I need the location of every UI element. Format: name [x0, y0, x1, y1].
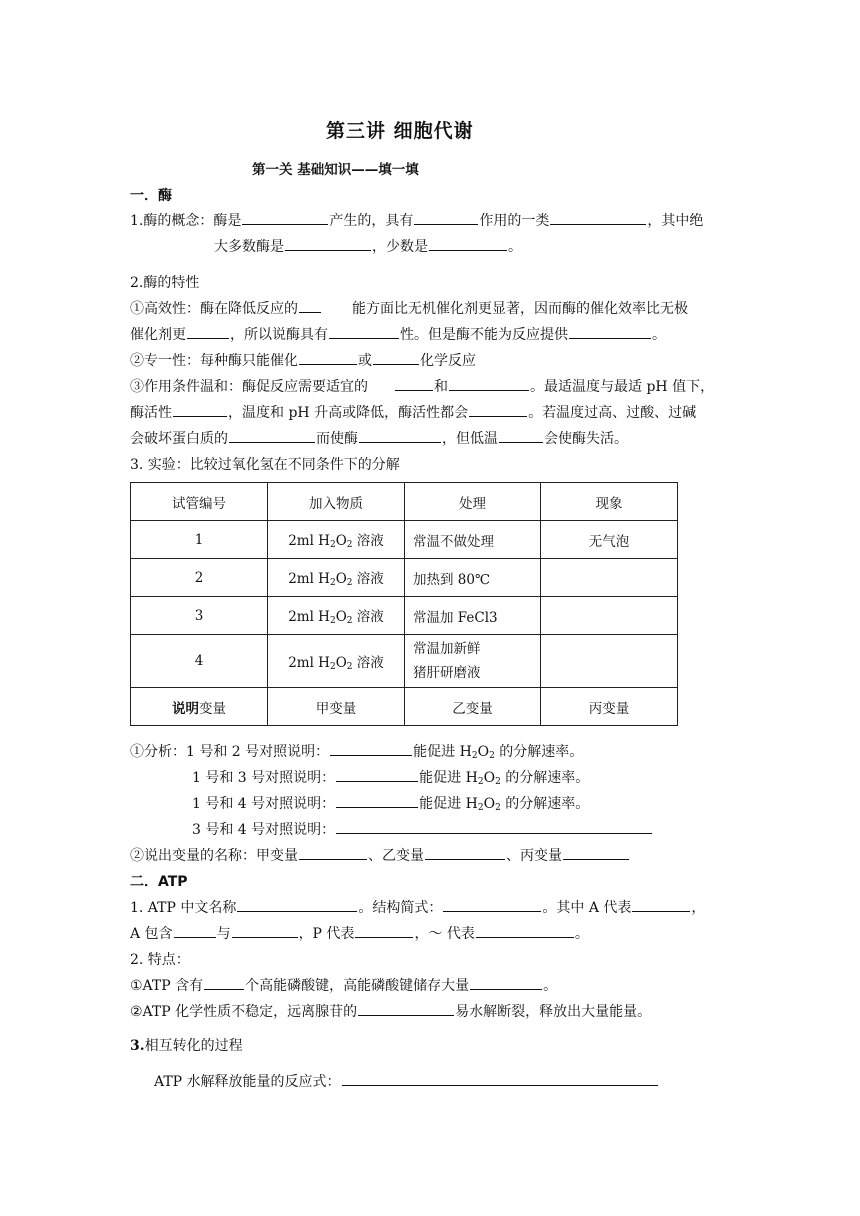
text: 催化剂更 [130, 327, 186, 343]
text: O [483, 770, 496, 786]
text: 2 [346, 661, 353, 672]
analysis-line-1 [130, 741, 583, 761]
text: 2 [495, 777, 501, 787]
blank[interactable] [425, 845, 505, 860]
text: 。 [508, 239, 522, 255]
text: 的分解速率。 [505, 796, 590, 812]
hydrolysis-equation-line [154, 1071, 659, 1091]
efficiency-line-1 [130, 298, 688, 318]
text: 2 [346, 616, 353, 626]
text: O [335, 533, 347, 549]
blank[interactable] [299, 845, 367, 860]
table-header: 现象 [541, 483, 678, 521]
conditions-line-3 [130, 428, 628, 448]
blank[interactable] [299, 298, 321, 313]
blank[interactable] [470, 975, 542, 990]
text: ，其中绝 [647, 213, 704, 229]
text: 酶活性 [130, 405, 172, 421]
text: ，～ 代表 [414, 926, 475, 942]
text: O [335, 609, 347, 625]
observation-cell[interactable] [541, 635, 678, 688]
text: ①高效性：酶在降低反应的 [130, 301, 298, 317]
analysis-line-3 [192, 793, 589, 813]
blank[interactable] [632, 897, 690, 912]
substance-cell [268, 559, 405, 597]
blank[interactable] [330, 741, 412, 756]
text: 作用的一类 [479, 213, 550, 229]
blank[interactable] [443, 897, 541, 912]
atp-features-heading: 2. 特点： [130, 952, 190, 968]
text: 。 [574, 926, 589, 942]
section-heading-enzyme: 一．酶 [130, 188, 172, 204]
text: 产生的，具有 [329, 213, 414, 229]
blank[interactable] [242, 210, 328, 225]
substance-cell [268, 635, 405, 688]
text: 而使酶 [316, 431, 358, 447]
text: 、乙变量 [368, 848, 424, 864]
blank[interactable] [569, 324, 651, 339]
text: 能方面比无机催化剂更显著，因而酶的催化效率比无极 [352, 301, 688, 317]
blank[interactable] [358, 1001, 454, 1016]
text: 会破坏蛋白质的 [130, 431, 228, 447]
text: 与 [216, 926, 231, 942]
text: ，温度和 pH 升高或降低，酶活性都会 [228, 405, 469, 421]
text: 常温加新鲜 [413, 641, 481, 657]
variable-name: 丙变量 [541, 688, 678, 726]
text: ①分析：1 号和 2 号对照说明： [130, 744, 330, 760]
conditions-line-2 [130, 402, 696, 422]
table-header: 试管编号 [131, 483, 268, 521]
treatment-cell: 加热到 80℃ [405, 559, 541, 597]
blank[interactable] [204, 975, 244, 990]
text: O [335, 654, 347, 671]
text: O [483, 796, 496, 812]
blank[interactable] [550, 210, 646, 225]
text: 。结构简式： [358, 900, 443, 916]
table-header: 加入物质 [268, 483, 405, 521]
text: 能促进 H [419, 770, 478, 786]
tube-number: 3 [131, 597, 268, 635]
blank[interactable] [563, 845, 629, 860]
blank[interactable] [449, 376, 529, 391]
text: 和 [434, 379, 448, 395]
atp-line-2 [130, 923, 589, 943]
blank[interactable] [229, 428, 315, 443]
text: ATP 水解释放能量的反应式： [154, 1074, 341, 1090]
blank[interactable] [359, 428, 441, 443]
blank[interactable] [395, 376, 433, 391]
text: 溶液 [352, 609, 384, 625]
text: 相互转化的过程 [144, 1038, 243, 1054]
text: 说明 [172, 700, 199, 717]
text: 的分解速率。 [499, 744, 584, 760]
text: 。其中 A 代表 [542, 900, 632, 916]
text: 2 [329, 661, 336, 672]
text: ①ATP 含有 [130, 978, 204, 994]
text: 易水解断裂，释放出大量能量。 [455, 1004, 652, 1020]
blank[interactable] [299, 350, 357, 365]
table-row [131, 559, 678, 597]
atp-feature-2 [130, 1001, 651, 1021]
blank[interactable] [429, 236, 507, 251]
text: 2 [477, 803, 484, 813]
text: 变量 [199, 700, 226, 717]
specificity-line [130, 350, 476, 370]
section-subtitle: 第一关 基础知识——填一填 [252, 162, 419, 178]
blank[interactable] [336, 767, 418, 782]
text: 2 [477, 777, 484, 787]
text: 能促进 H [419, 796, 478, 812]
table-row [131, 521, 678, 559]
text: 、丙变量 [506, 848, 562, 864]
atp-feature-1 [130, 975, 557, 995]
text: 1. ATP 中文名称 [130, 900, 237, 916]
text: 。 [543, 978, 558, 994]
observation-cell[interactable] [541, 597, 678, 635]
text: ③作用条件温和：酶促反应需要适宜的 [130, 379, 368, 395]
variable-name: 甲变量 [268, 688, 405, 726]
treatment-cell [405, 635, 541, 688]
treatment-cell: 常温不做处理 [405, 521, 541, 559]
blank[interactable] [414, 210, 478, 225]
text: ②ATP 化学性质不稳定，远离腺苷的 [130, 1004, 358, 1020]
text: 3 号和 4 号对照说明： [192, 822, 336, 838]
experiment-heading: 3. 实验：比较过氧化氢在不同条件下的分解 [130, 457, 400, 473]
text: O [335, 571, 347, 587]
blank[interactable] [373, 350, 419, 365]
text: 溶液 [352, 533, 384, 549]
variable-name: 乙变量 [405, 688, 541, 726]
text: ，P 代表 [298, 926, 355, 942]
text: 2ml H [288, 533, 330, 549]
text: 3. [130, 1038, 145, 1054]
analysis-line-2 [192, 767, 589, 787]
text: 会使酶失活。 [544, 431, 628, 447]
blank[interactable] [237, 897, 357, 912]
text: 化学反应 [420, 353, 476, 369]
text: 2 [346, 578, 353, 588]
text: 2 [489, 751, 495, 761]
text: 猪肝研磨液 [413, 665, 481, 681]
text: 1.酶的概念：酶是 [130, 213, 242, 229]
substance-cell [268, 521, 405, 559]
section-heading-atp: 二．ATP [130, 874, 188, 890]
text: 2ml H [288, 654, 330, 671]
blank[interactable] [174, 923, 216, 938]
text: 溶液 [352, 654, 384, 671]
text: 溶液 [352, 571, 384, 587]
text: ②说出变量的名称：甲变量 [130, 848, 298, 864]
tube-number: 1 [131, 521, 268, 559]
table-header: 处理 [405, 483, 541, 521]
text: 。最适温度与最适 pH 值下， [530, 379, 715, 395]
text: 的分解速率。 [505, 770, 590, 786]
tube-number: 2 [131, 559, 268, 597]
conversion-heading [130, 1035, 243, 1055]
table-header-row [131, 483, 678, 521]
table-row [131, 635, 678, 688]
text: 。 [652, 327, 666, 343]
experiment-table [130, 482, 678, 726]
text: ，但低温 [442, 431, 498, 447]
text: ，少数是 [372, 239, 428, 255]
enzyme-concept-line-2 [214, 236, 522, 256]
blank[interactable] [173, 402, 227, 417]
blank[interactable] [342, 1071, 658, 1086]
blank[interactable] [336, 819, 652, 834]
blank[interactable] [476, 923, 574, 938]
text: A 包含 [130, 926, 173, 942]
blank[interactable] [336, 793, 418, 808]
text: 1 号和 4 号对照说明： [192, 796, 336, 812]
table-footer-row [131, 688, 678, 726]
observation-cell[interactable]: 无气泡 [541, 521, 678, 559]
enzyme-concept-line-1 [130, 210, 703, 230]
observation-cell[interactable] [541, 559, 678, 597]
text: 2 [346, 540, 353, 550]
blank[interactable] [232, 923, 298, 938]
text: 2ml H [288, 571, 330, 587]
blank[interactable] [499, 428, 543, 443]
variable-names-line [130, 845, 630, 865]
blank[interactable] [285, 236, 371, 251]
text: 大多数酶是 [214, 239, 284, 255]
text: 个高能磷酸键，高能磷酸键储存大量 [245, 978, 470, 994]
variable-label [131, 688, 268, 726]
text: 2 [329, 578, 336, 588]
text: 2 [471, 751, 478, 761]
text: O [477, 744, 490, 760]
enzyme-properties-heading: 2.酶的特性 [130, 275, 200, 291]
text: ，所以说酶具有 [230, 327, 328, 343]
text: ， [691, 900, 706, 916]
blank[interactable] [469, 402, 527, 417]
text: ②专一性：每种酶只能催化 [130, 353, 298, 369]
text: 2 [495, 803, 501, 813]
table-row [131, 597, 678, 635]
text: 或 [358, 353, 372, 369]
text: 2 [329, 616, 336, 626]
text: 。若温度过高、过酸、过碱 [528, 405, 697, 421]
analysis-line-4 [192, 819, 653, 839]
blank[interactable] [187, 324, 229, 339]
conditions-line-1 [130, 376, 714, 396]
page-title: 第三讲 细胞代谢 [326, 120, 474, 142]
text: 能促进 H [413, 744, 472, 760]
text: 1 号和 3 号对照说明： [192, 770, 336, 786]
text: 2 [329, 540, 336, 550]
blank[interactable] [329, 324, 399, 339]
text: 性。但是酶不能为反应提供 [400, 327, 568, 343]
substance-cell [268, 597, 405, 635]
tube-number: 4 [131, 635, 268, 688]
text: 2ml H [288, 609, 330, 625]
treatment-cell: 常温加 FeCl3 [405, 597, 541, 635]
blank[interactable] [355, 923, 413, 938]
atp-line-1 [130, 897, 705, 917]
efficiency-line-2 [130, 324, 666, 344]
